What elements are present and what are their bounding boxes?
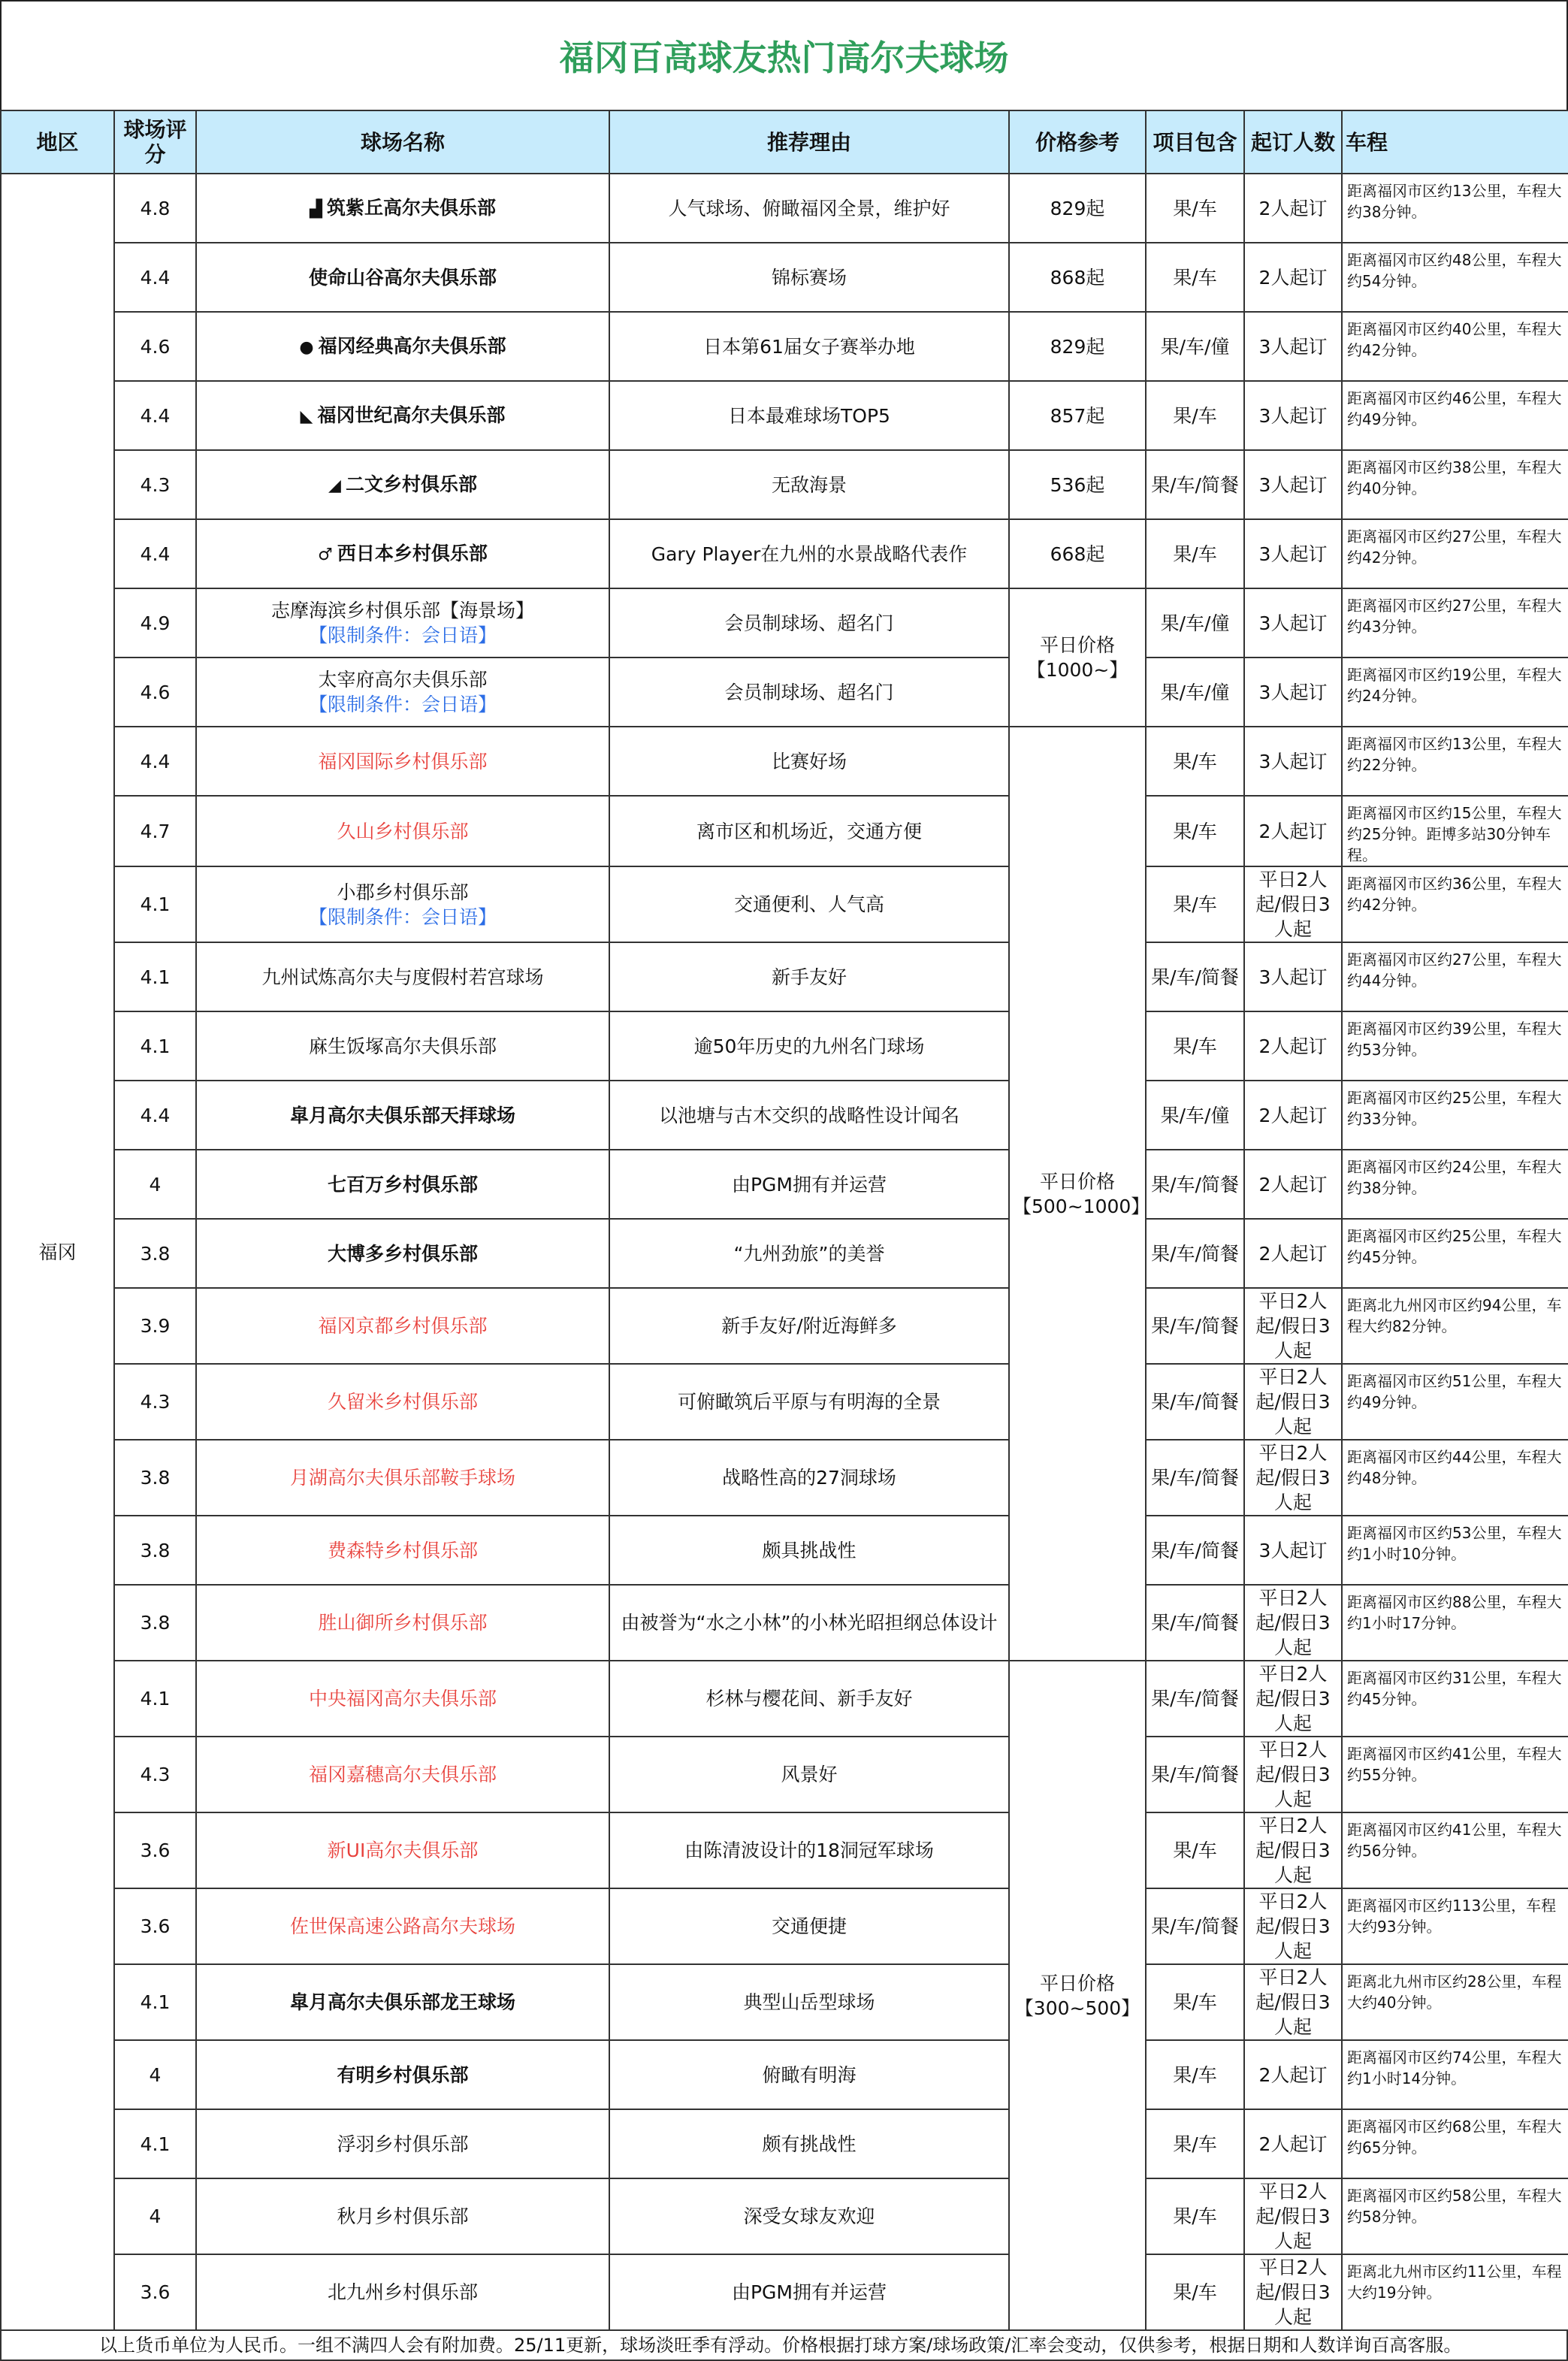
table-row — [1, 1364, 1568, 1440]
includes-cell: 果/车 — [1146, 2040, 1244, 2109]
header-reason: 推荐理由 — [609, 110, 1009, 174]
travel-cell: 距离福冈市区约48公里，车程大约54分钟。 — [1342, 243, 1568, 312]
table-row — [1, 381, 1568, 450]
table-row — [1, 1585, 1568, 1661]
restriction-note: 【限制条件：会日语】 — [308, 694, 497, 715]
includes-cell: 果/车 — [1146, 519, 1244, 588]
reason-cell: 逾50年历史的九州名门球场 — [609, 1011, 1009, 1081]
reason-cell: 典型山岳型球场 — [609, 1964, 1009, 2040]
rating-cell: 4.1 — [114, 942, 196, 1011]
course-name-cell — [196, 1661, 609, 1737]
course-name: 小郡乡村俱乐部 — [337, 881, 469, 903]
course-name: 志摩海滨乡村俱乐部【海景场】 — [270, 600, 534, 621]
price-group-cell: 平日价格【500~1000】 — [1009, 727, 1146, 1661]
includes-cell: 果/车/简餐 — [1146, 1661, 1244, 1737]
course-name: 中央福冈高尔夫俱乐部 — [308, 1688, 497, 1710]
course-name-cell — [196, 2040, 609, 2109]
table-row — [1, 588, 1568, 658]
includes-cell: 果/车/简餐 — [1146, 1219, 1244, 1288]
reason-cell: 日本最难球场TOP5 — [609, 381, 1009, 450]
reason-cell: 由PGM拥有并运营 — [609, 1150, 1009, 1219]
reason-cell: 战略性高的27洞球场 — [609, 1440, 1009, 1516]
travel-cell: 距离福冈市区约25公里，车程大约33分钟。 — [1342, 1081, 1568, 1150]
reason-cell: 日本第61届女子赛举办地 — [609, 312, 1009, 381]
min-players-cell: 3人起订 — [1244, 942, 1342, 1011]
rating-cell: 4 — [114, 2040, 196, 2109]
min-players-cell: 平日2人起/假日3人起 — [1244, 1585, 1342, 1661]
price-cell: 868起 — [1009, 243, 1146, 312]
restriction-note: 【限制条件：会日语】 — [308, 905, 497, 928]
min-players-cell: 3人起订 — [1244, 727, 1342, 796]
header-includes: 项目包含 — [1146, 110, 1244, 174]
travel-cell: 距离福冈市区约15公里，车程大约25分钟。距博多站30分钟车程。 — [1342, 796, 1568, 866]
includes-cell: 果/车/僮 — [1146, 312, 1244, 381]
reason-cell: Gary Player在九州的水景战略代表作 — [609, 519, 1009, 588]
rating-cell: 4.3 — [114, 450, 196, 519]
reason-cell: 由PGM拥有并运营 — [609, 2254, 1009, 2330]
reason-cell: 由陈清波设计的18洞冠军球场 — [609, 1812, 1009, 1888]
travel-cell: 距离福冈市区约68公里，车程大约65分钟。 — [1342, 2109, 1568, 2178]
course-name-cell — [196, 727, 609, 796]
travel-cell: 距离福冈市区约36公里，车程大约42分钟。 — [1342, 866, 1568, 942]
travel-cell: 距离福冈市区约46公里，车程大约49分钟。 — [1342, 381, 1568, 450]
min-players-cell: 平日2人起/假日3人起 — [1244, 866, 1342, 942]
course-name-cell — [196, 2109, 609, 2178]
restriction-note: 【限制条件：会日语】 — [308, 624, 497, 646]
price-cell: 857起 — [1009, 381, 1146, 450]
table-row — [1, 727, 1568, 796]
table-row — [1, 796, 1568, 866]
rating-cell: 4.1 — [114, 1661, 196, 1737]
price-cell: 829起 — [1009, 312, 1146, 381]
header-min-players: 起订人数 — [1244, 110, 1342, 174]
travel-cell: 距离福冈市区约41公里，车程大约55分钟。 — [1342, 1737, 1568, 1812]
includes-cell: 果/车 — [1146, 727, 1244, 796]
course-name-cell — [196, 1440, 609, 1516]
includes-cell: 果/车/简餐 — [1146, 1150, 1244, 1219]
travel-cell: 距离北九州市区约28公里，车程大约40分钟。 — [1342, 1964, 1568, 2040]
includes-cell: 果/车/简餐 — [1146, 942, 1244, 1011]
course-name: 有明乡村俱乐部 — [337, 2063, 469, 2086]
course-name-cell — [196, 243, 609, 312]
course-name: 胜山御所乡村俱乐部 — [318, 1612, 488, 1634]
course-name: 福冈经典高尔夫俱乐部 — [318, 334, 506, 357]
travel-cell: 距离福冈市区约40公里，车程大约42分钟。 — [1342, 312, 1568, 381]
table-row — [1, 1964, 1568, 2040]
course-name: 久留米乡村俱乐部 — [327, 1391, 478, 1413]
table-row — [1, 2040, 1568, 2109]
course-name-cell — [196, 174, 609, 243]
includes-cell: 果/车 — [1146, 2254, 1244, 2330]
includes-cell: 果/车/简餐 — [1146, 1364, 1244, 1440]
min-players-cell: 3人起订 — [1244, 381, 1342, 450]
price-group-cell: 平日价格【300~500】 — [1009, 1661, 1146, 2330]
rating-cell: 4.3 — [114, 1364, 196, 1440]
course-name-cell — [196, 312, 609, 381]
travel-cell: 距离福冈市区约27公里，车程大约43分钟。 — [1342, 588, 1568, 658]
travel-cell: 距离福冈市区约27公里，车程大约44分钟。 — [1342, 942, 1568, 1011]
rating-cell: 3.8 — [114, 1516, 196, 1585]
course-name-cell — [196, 1364, 609, 1440]
reason-cell: 离市区和机场近，交通方便 — [609, 796, 1009, 866]
course-name: 筑紫丘高尔夫俱乐部 — [326, 196, 496, 219]
rating-cell: 4.6 — [114, 312, 196, 381]
includes-cell: 果/车 — [1146, 2109, 1244, 2178]
rating-cell: 4 — [114, 2178, 196, 2254]
flame-icon: ● — [299, 337, 314, 357]
table-row — [1, 1440, 1568, 1516]
table-row — [1, 243, 1568, 312]
reason-cell: 由被誉为“水之小林”的小林光昭担纲总体设计 — [609, 1585, 1009, 1661]
min-players-cell: 2人起订 — [1244, 796, 1342, 866]
region-cell: 福冈 — [1, 174, 114, 2330]
min-players-cell: 3人起订 — [1244, 588, 1342, 658]
rating-cell: 4.4 — [114, 727, 196, 796]
reason-cell: 会员制球场、超名门 — [609, 588, 1009, 658]
course-name: 秋月乡村俱乐部 — [337, 2205, 469, 2227]
course-name-cell — [196, 1737, 609, 1812]
includes-cell: 果/车/简餐 — [1146, 1288, 1244, 1364]
course-name: 使命山谷高尔夫俱乐部 — [308, 266, 497, 289]
course-name-cell — [196, 1516, 609, 1585]
includes-cell: 果/车/简餐 — [1146, 1737, 1244, 1812]
table-row — [1, 1150, 1568, 1219]
rating-cell: 4.3 — [114, 1737, 196, 1812]
course-name: 七百万乡村俱乐部 — [327, 1173, 478, 1196]
table-row — [1, 1219, 1568, 1288]
travel-cell: 距离福冈市区约113公里，车程大约93分钟。 — [1342, 1888, 1568, 1964]
reason-cell: 颇有挑战性 — [609, 2109, 1009, 2178]
course-name-cell — [196, 519, 609, 588]
reason-cell: 比赛好场 — [609, 727, 1009, 796]
min-players-cell: 平日2人起/假日3人起 — [1244, 1964, 1342, 2040]
reason-cell: 俯瞰有明海 — [609, 2040, 1009, 2109]
includes-cell: 果/车 — [1146, 866, 1244, 942]
header-rating: 球场评分 — [114, 110, 196, 174]
min-players-cell: 平日2人起/假日3人起 — [1244, 1440, 1342, 1516]
price-group-cell: 平日价格【1000~】 — [1009, 588, 1146, 727]
min-players-cell: 3人起订 — [1244, 312, 1342, 381]
min-players-cell: 3人起订 — [1244, 519, 1342, 588]
travel-cell: 距离福冈市区约88公里，车程大约1小时17分钟。 — [1342, 1585, 1568, 1661]
travel-cell: 距离北九州市区约11公里，车程大约19分钟。 — [1342, 2254, 1568, 2330]
course-name: 太宰府高尔夫俱乐部 — [318, 669, 488, 691]
header-travel: 车程 — [1342, 110, 1568, 174]
table-row — [1, 2254, 1568, 2330]
course-name: 大博多乡村俱乐部 — [327, 1242, 478, 1265]
table-row — [1, 312, 1568, 381]
course-name: 福冈国际乡村俱乐部 — [318, 750, 488, 772]
min-players-cell: 2人起订 — [1244, 2109, 1342, 2178]
min-players-cell: 2人起订 — [1244, 2040, 1342, 2109]
min-players-cell: 2人起订 — [1244, 1219, 1342, 1288]
table-row — [1, 942, 1568, 1011]
course-name: 浮羽乡村俱乐部 — [337, 2133, 469, 2155]
table-row — [1, 1516, 1568, 1585]
travel-cell: 距离福冈市区约19公里，车程大约24分钟。 — [1342, 658, 1568, 727]
footer-note: 以上货币单位为人民币。一组不满四人会有附加费。25/11更新，球场淡旺季有浮动。价格根据打球方案/球场政策/汇率会变动，仅供参考，根据日期和人数详询百高客服。 — [0, 2331, 1568, 2361]
course-name-cell — [196, 1219, 609, 1288]
course-name: 皐月高尔夫俱乐部天拝球场 — [289, 1104, 515, 1126]
travel-cell: 距离福冈市区约74公里，车程大约1小时14分钟。 — [1342, 2040, 1568, 2109]
min-players-cell: 3人起订 — [1244, 1516, 1342, 1585]
travel-cell: 距离福冈市区约31公里，车程大约45分钟。 — [1342, 1661, 1568, 1737]
price-cell: 536起 — [1009, 450, 1146, 519]
course-name: 久山乡村俱乐部 — [337, 820, 469, 842]
course-name: 福冈嘉穗高尔夫俱乐部 — [308, 1764, 497, 1785]
golfer-icon: ♂ — [318, 545, 333, 564]
rating-cell: 4.4 — [114, 1081, 196, 1150]
min-players-cell: 2人起订 — [1244, 1150, 1342, 1219]
rating-cell: 3.8 — [114, 1219, 196, 1288]
travel-cell: 距离北九州冈市区约94公里，车程大约82分钟。 — [1342, 1288, 1568, 1364]
travel-cell: 距离福冈市区约24公里，车程大约38分钟。 — [1342, 1150, 1568, 1219]
travel-cell: 距离福冈市区约41公里，车程大约56分钟。 — [1342, 1812, 1568, 1888]
table-row — [1, 450, 1568, 519]
reason-cell: 颇具挑战性 — [609, 1516, 1009, 1585]
min-players-cell: 平日2人起/假日3人起 — [1244, 1661, 1342, 1737]
reason-cell: 风景好 — [609, 1737, 1009, 1812]
reason-cell: 交通便利、人气高 — [609, 866, 1009, 942]
reason-cell: 交通便捷 — [609, 1888, 1009, 1964]
includes-cell: 果/车 — [1146, 796, 1244, 866]
table-row — [1, 658, 1568, 727]
course-name-cell — [196, 1812, 609, 1888]
rating-cell: 4.7 — [114, 796, 196, 866]
muscle-icon: ◣ — [300, 407, 313, 426]
header-name: 球场名称 — [196, 110, 609, 174]
includes-cell: 果/车/简餐 — [1146, 1440, 1244, 1516]
reason-cell: 会员制球场、超名门 — [609, 658, 1009, 727]
reason-cell: 深受女球友欢迎 — [609, 2178, 1009, 2254]
min-players-cell: 平日2人起/假日3人起 — [1244, 1288, 1342, 1364]
includes-cell: 果/车 — [1146, 1964, 1244, 2040]
table-row — [1, 866, 1568, 942]
table-row — [1, 1737, 1568, 1812]
travel-cell: 距离福冈市区约13公里，车程大约38分钟。 — [1342, 174, 1568, 243]
min-players-cell: 平日2人起/假日3人起 — [1244, 1364, 1342, 1440]
rating-cell: 3.6 — [114, 1888, 196, 1964]
course-name: 新UI高尔夫俱乐部 — [327, 1840, 479, 1861]
table-row — [1, 1888, 1568, 1964]
travel-cell: 距离福冈市区约53公里，车程大约1小时10分钟。 — [1342, 1516, 1568, 1585]
table-row — [1, 2178, 1568, 2254]
rating-cell: 4 — [114, 1150, 196, 1219]
page-title: 福冈百高球友热门高尔夫球场 — [0, 0, 1568, 110]
reason-cell: “九州劲旅”的美誉 — [609, 1219, 1009, 1288]
min-players-cell: 2人起订 — [1244, 174, 1342, 243]
rating-cell: 3.8 — [114, 1440, 196, 1516]
min-players-cell: 平日2人起/假日3人起 — [1244, 1812, 1342, 1888]
mountain-icon: ▟ — [310, 199, 322, 219]
min-players-cell: 3人起订 — [1244, 658, 1342, 727]
reason-cell: 锦标赛场 — [609, 243, 1009, 312]
min-players-cell: 平日2人起/假日3人起 — [1244, 1737, 1342, 1812]
includes-cell: 果/车 — [1146, 174, 1244, 243]
course-name-cell — [196, 942, 609, 1011]
table-row — [1, 174, 1568, 243]
course-name-cell — [196, 2254, 609, 2330]
table-row — [1, 1288, 1568, 1364]
reason-cell: 新手友好 — [609, 942, 1009, 1011]
rating-cell: 4.4 — [114, 381, 196, 450]
travel-cell: 距离福冈市区约25公里，车程大约45分钟。 — [1342, 1219, 1568, 1288]
table-row — [1, 519, 1568, 588]
rating-cell: 4.6 — [114, 658, 196, 727]
includes-cell: 果/车/简餐 — [1146, 1888, 1244, 1964]
table-row — [1, 2109, 1568, 2178]
header-row — [1, 110, 1568, 174]
includes-cell: 果/车 — [1146, 2178, 1244, 2254]
min-players-cell: 2人起订 — [1244, 243, 1342, 312]
course-name-cell — [196, 1288, 609, 1364]
header-region: 地区 — [1, 110, 114, 174]
course-name-cell — [196, 796, 609, 866]
course-name-cell — [196, 381, 609, 450]
min-players-cell: 平日2人起/假日3人起 — [1244, 1888, 1342, 1964]
course-name-cell — [196, 1081, 609, 1150]
includes-cell: 果/车 — [1146, 243, 1244, 312]
course-name: 福冈世纪高尔夫俱乐部 — [317, 404, 506, 426]
course-name: 北九州乡村俱乐部 — [327, 2281, 478, 2303]
includes-cell: 果/车/僮 — [1146, 588, 1244, 658]
table-row — [1, 1081, 1568, 1150]
course-name-cell — [196, 1011, 609, 1081]
price-cell: 829起 — [1009, 174, 1146, 243]
course-name: 二文乡村俱乐部 — [345, 473, 477, 495]
course-name: 麻生饭塚高尔夫俱乐部 — [308, 1035, 497, 1057]
course-name-cell — [196, 658, 609, 727]
course-name-cell — [196, 866, 609, 942]
course-name-cell — [196, 1888, 609, 1964]
travel-cell: 距离福冈市区约51公里，车程大约49分钟。 — [1342, 1364, 1568, 1440]
travel-cell: 距离福冈市区约27公里，车程大约42分钟。 — [1342, 519, 1568, 588]
min-players-cell: 平日2人起/假日3人起 — [1244, 2178, 1342, 2254]
includes-cell: 果/车/简餐 — [1146, 1585, 1244, 1661]
course-name: 月湖高尔夫俱乐部鞍手球场 — [289, 1467, 515, 1489]
rating-cell: 4.4 — [114, 243, 196, 312]
includes-cell: 果/车 — [1146, 381, 1244, 450]
course-name-cell — [196, 1964, 609, 2040]
rating-cell: 4.1 — [114, 866, 196, 942]
includes-cell: 果/车 — [1146, 1011, 1244, 1081]
includes-cell: 果/车/简餐 — [1146, 450, 1244, 519]
table-row — [1, 1011, 1568, 1081]
rating-cell: 3.9 — [114, 1288, 196, 1364]
wave-icon: ◢ — [328, 476, 341, 495]
min-players-cell: 平日2人起/假日3人起 — [1244, 2254, 1342, 2330]
travel-cell: 距离福冈市区约38公里，车程大约40分钟。 — [1342, 450, 1568, 519]
travel-cell: 距离福冈市区约13公里，车程大约22分钟。 — [1342, 727, 1568, 796]
course-name: 九州试炼高尔夫与度假村若宫球场 — [261, 966, 544, 988]
rating-cell: 3.6 — [114, 2254, 196, 2330]
reason-cell: 杉林与樱花间、新手友好 — [609, 1661, 1009, 1737]
rating-cell: 4.9 — [114, 588, 196, 658]
rating-cell: 4.1 — [114, 2109, 196, 2178]
includes-cell: 果/车/僮 — [1146, 1081, 1244, 1150]
travel-cell: 距离福冈市区约58公里，车程大约58分钟。 — [1342, 2178, 1568, 2254]
min-players-cell: 3人起订 — [1244, 450, 1342, 519]
includes-cell: 果/车/简餐 — [1146, 1516, 1244, 1585]
course-name: 皐月高尔夫俱乐部龙王球场 — [289, 1991, 515, 2013]
price-cell: 668起 — [1009, 519, 1146, 588]
reason-cell: 新手友好/附近海鲜多 — [609, 1288, 1009, 1364]
golf-course-table — [0, 110, 1568, 2331]
reason-cell: 人气球场、俯瞰福冈全景，维护好 — [609, 174, 1009, 243]
rating-cell: 4.4 — [114, 519, 196, 588]
course-name-cell — [196, 450, 609, 519]
table-row — [1, 1661, 1568, 1737]
rating-cell: 4.1 — [114, 1964, 196, 2040]
includes-cell: 果/车/僮 — [1146, 658, 1244, 727]
rating-cell: 4.1 — [114, 1011, 196, 1081]
includes-cell: 果/车 — [1146, 1812, 1244, 1888]
min-players-cell: 2人起订 — [1244, 1011, 1342, 1081]
course-name: 西日本乡村俱乐部 — [337, 542, 488, 564]
header-price: 价格参考 — [1009, 110, 1146, 174]
course-name: 佐世保高速公路高尔夫球场 — [289, 1915, 515, 1937]
table-row — [1, 1812, 1568, 1888]
course-name-cell — [196, 588, 609, 658]
reason-cell: 以池塘与古木交织的战略性设计闻名 — [609, 1081, 1009, 1150]
rating-cell: 3.8 — [114, 1585, 196, 1661]
reason-cell: 无敌海景 — [609, 450, 1009, 519]
travel-cell: 距离福冈市区约39公里，车程大约53分钟。 — [1342, 1011, 1568, 1081]
course-name-cell — [196, 2178, 609, 2254]
travel-cell: 距离福冈市区约44公里，车程大约48分钟。 — [1342, 1440, 1568, 1516]
course-name: 福冈京都乡村俱乐部 — [318, 1315, 488, 1337]
course-name-cell — [196, 1585, 609, 1661]
course-name-cell — [196, 1150, 609, 1219]
reason-cell: 可俯瞰筑后平原与有明海的全景 — [609, 1364, 1009, 1440]
course-name: 费森特乡村俱乐部 — [327, 1539, 478, 1561]
min-players-cell: 2人起订 — [1244, 1081, 1342, 1150]
rating-cell: 3.6 — [114, 1812, 196, 1888]
rating-cell: 4.8 — [114, 174, 196, 243]
